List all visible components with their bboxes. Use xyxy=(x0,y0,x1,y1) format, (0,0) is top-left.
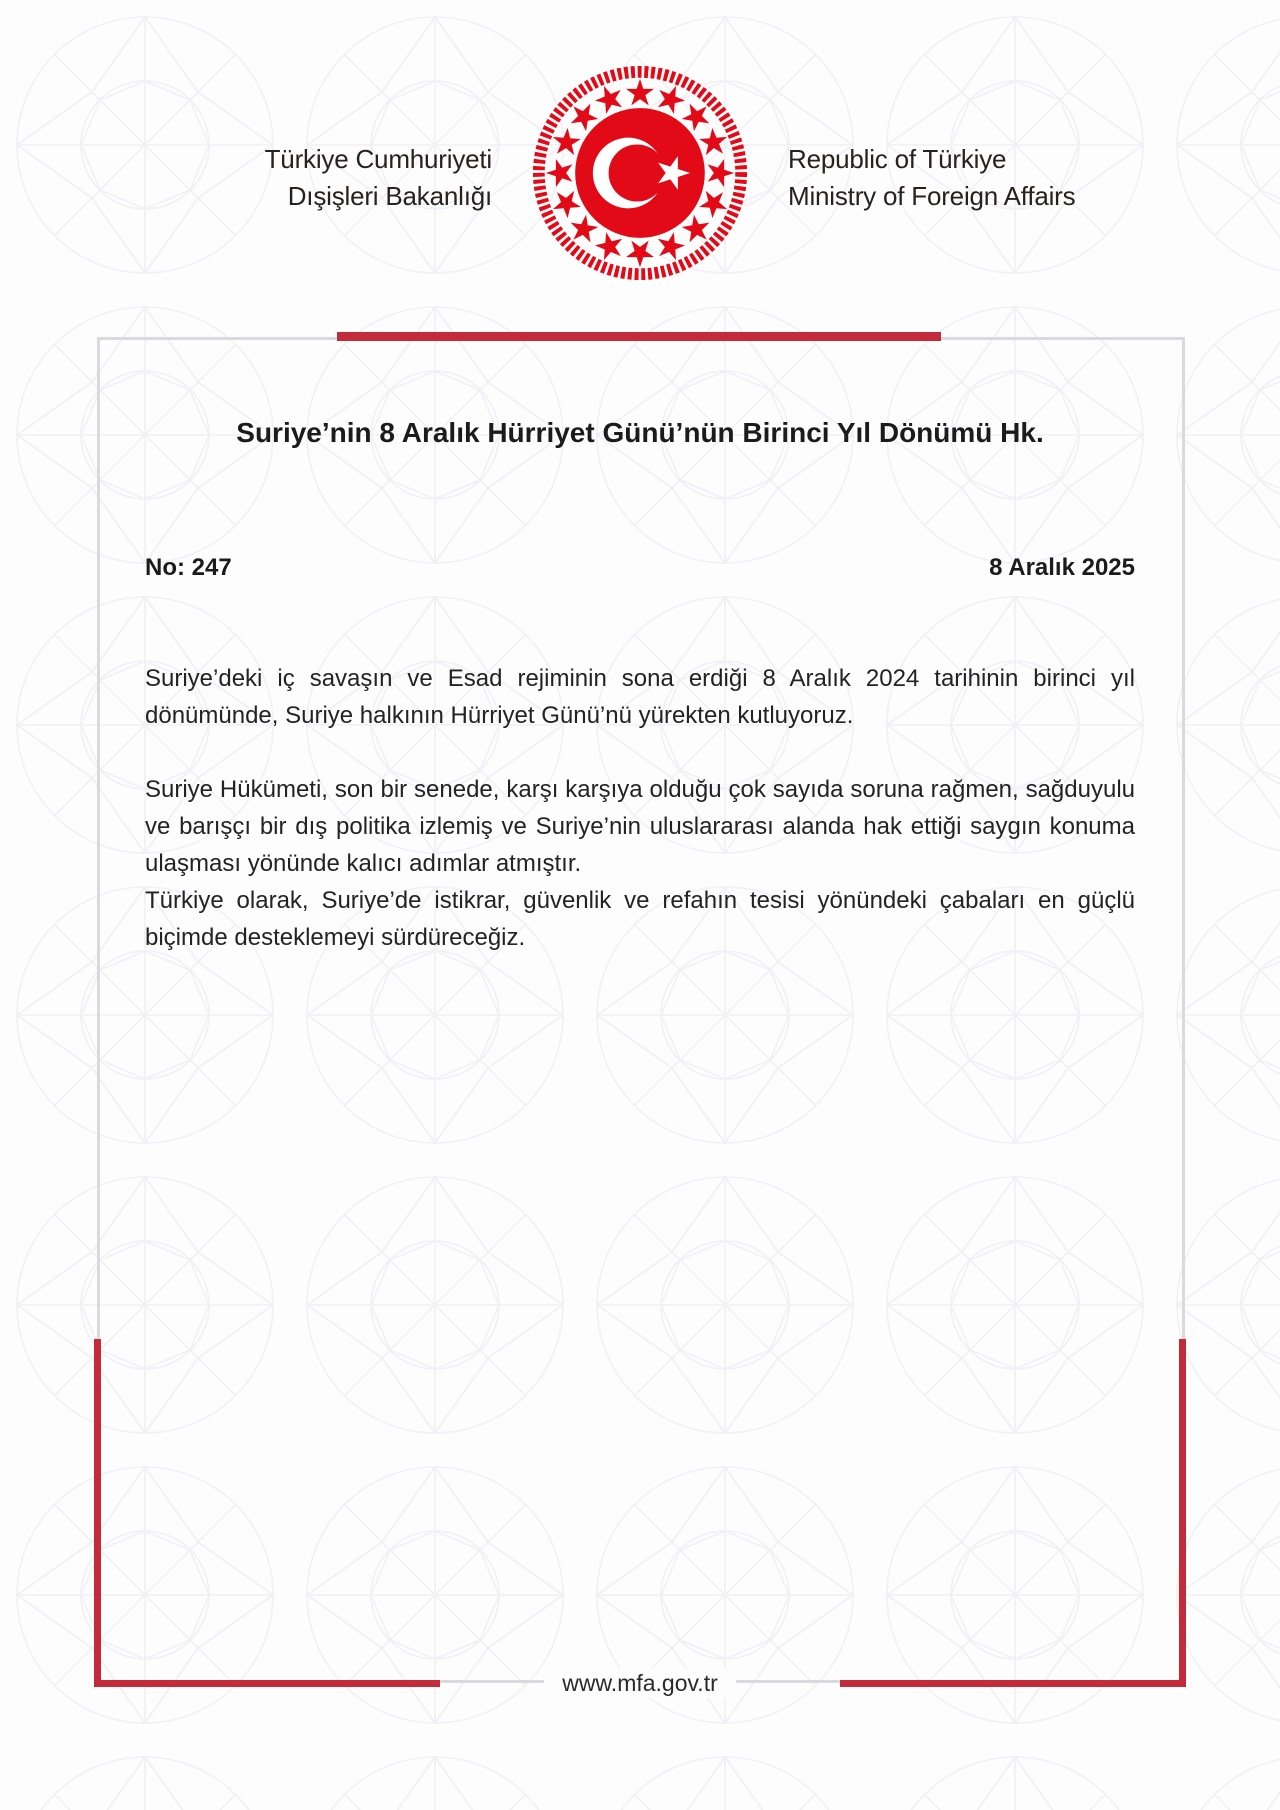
org-name-english xyxy=(788,141,1075,215)
org-name-english-line2: Ministry of Foreign Affairs xyxy=(788,181,1076,211)
frame-corner-red-right-vertical xyxy=(1179,1339,1186,1687)
org-name-english-line1: Republic of Türkiye xyxy=(788,144,1007,174)
org-name-turkish-line2: Dışişleri Bakanlığı xyxy=(287,181,492,211)
body-paragraph: Türkiye olarak, Suriye’de istikrar, güvenlik ve refahın tesisi yönündeki çabaları en güçlü biçimde desteklemeyi sürdüreceğiz. xyxy=(145,887,1135,951)
release-date: 8 Aralık 2025 xyxy=(989,554,1135,581)
release-meta-row xyxy=(145,554,1135,582)
release-number: No: 247 xyxy=(145,554,232,581)
frame-corner-red-right-horizontal xyxy=(840,1680,1186,1687)
turkiye-mfa-emblem-icon xyxy=(530,63,750,283)
header-red-rule xyxy=(337,332,941,341)
footer-website: www.mfa.gov.tr xyxy=(544,1668,736,1698)
org-name-turkish xyxy=(265,141,492,215)
body-paragraph: Suriye Hükümeti, son bir senede, karşı karşıya olduğu çok sayıda soruna rağmen, sağduyulu ve barışçı bir dış politika izlemiş ve Suriye’nin uluslararası alanda hak ettiği saygın konuma ulaşması yönünde kalıcı adımlar atmıştır. xyxy=(145,776,1135,877)
frame-corner-red-left-horizontal xyxy=(94,1680,440,1687)
body-paragraph: Suriye’deki iç savaşın ve Esad rejiminin sona erdiği 8 Aralık 2024 tarihinin birinci yıl dönümünde, Suriye halkının Hürriyet Günü’nü yürekten kutluyoruz. xyxy=(145,665,1135,729)
press-release-title: Suriye’nin 8 Aralık Hürriyet Günü’nün Birinci Yıl Dönümü Hk. xyxy=(236,417,1044,448)
org-name-turkish-line1: Türkiye Cumhuriyeti xyxy=(264,144,492,174)
frame-corner-red-left-vertical xyxy=(94,1339,101,1687)
content-frame-border xyxy=(97,337,1185,1683)
